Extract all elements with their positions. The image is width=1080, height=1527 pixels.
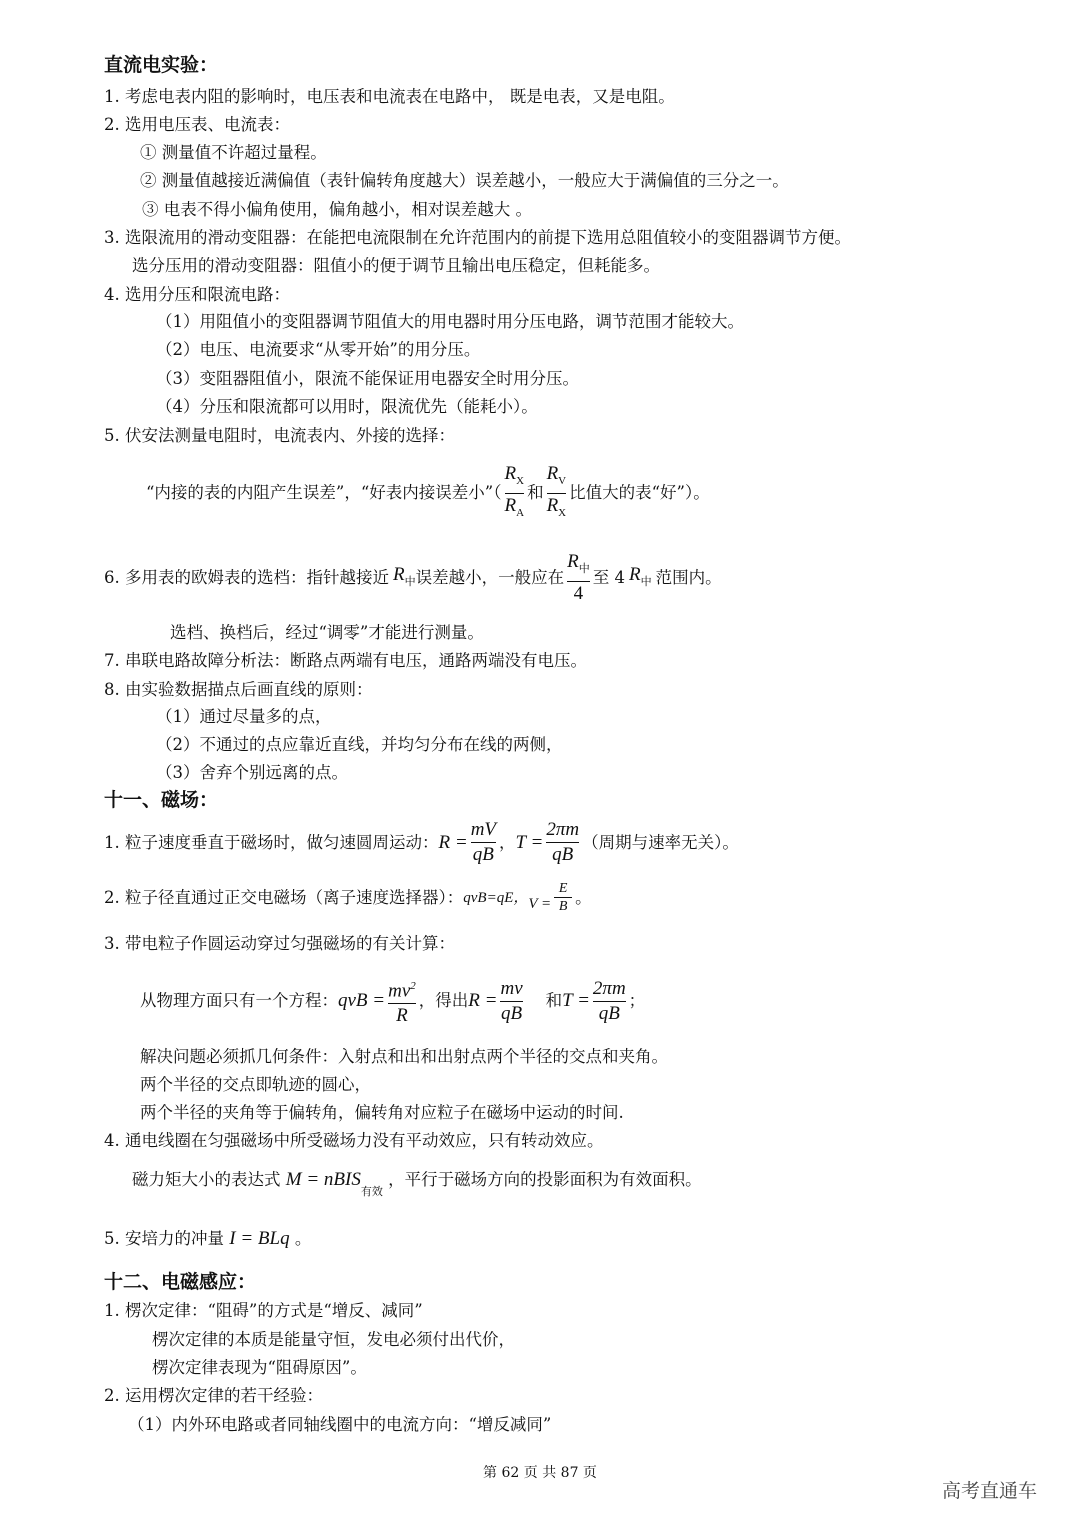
text: 和 bbox=[545, 991, 563, 1011]
text: 至 4 bbox=[592, 567, 625, 587]
fraction-2pim-qb bbox=[593, 977, 626, 1026]
var: R bbox=[628, 563, 641, 585]
dc-item-2a: ① 测量值不许超过量程。 bbox=[140, 143, 327, 162]
math: qvB=qE， bbox=[463, 889, 529, 906]
dc-item-6 bbox=[104, 550, 722, 606]
mag-item-4: 4. 通电线圈在匀强磁场中所受磁场力没有平动效应，只有转动效应。 bbox=[104, 1131, 604, 1150]
num: R bbox=[546, 463, 559, 484]
dc-item-3b: 选分压用的滑动变阻器：阻值小的便于调节且输出电压稳定，但耗能多。 bbox=[132, 256, 660, 275]
section-title-em-induction: 十二、电磁感应： bbox=[104, 1271, 257, 1293]
math: V = bbox=[528, 895, 552, 912]
sub: 中 bbox=[578, 562, 590, 575]
fraction-rv-rx bbox=[547, 462, 567, 525]
mag-item-1 bbox=[104, 818, 739, 867]
text: ，得出 bbox=[418, 991, 469, 1011]
sub: 中 bbox=[640, 575, 652, 588]
mag-item-3a bbox=[140, 974, 645, 1028]
mag-item-3: 3. 带电粒子作圆运动穿过匀强磁场的有关计算： bbox=[104, 934, 455, 953]
dc-item-5-formula bbox=[146, 462, 710, 525]
math: T = bbox=[562, 990, 590, 1012]
num: 2πm bbox=[546, 819, 580, 840]
mag-item-2 bbox=[104, 880, 592, 915]
num: mv bbox=[500, 977, 523, 999]
dc-item-4a: （1）用阻值小的变阻器调节阻值大的用电器时用分压电路，调节范围才能较大。 bbox=[156, 312, 744, 331]
sub: 中 bbox=[404, 575, 416, 588]
num: E bbox=[558, 881, 568, 896]
fraction-e-b bbox=[554, 880, 572, 915]
var: R bbox=[393, 563, 405, 585]
sub: A bbox=[516, 506, 525, 519]
fraction-mv-qb bbox=[471, 818, 496, 867]
den: qB bbox=[598, 1002, 620, 1024]
section-title-magnetic: 十一、磁场： bbox=[104, 789, 219, 811]
sub: 有效 bbox=[360, 1185, 383, 1199]
fraction-mv2-r bbox=[388, 974, 416, 1028]
text: 比值大的表“好”）。 bbox=[569, 483, 710, 503]
text: “内接的表的内阻产生误差”，“好表内接误差小”（ bbox=[146, 483, 502, 503]
text: 5. 安培力的冲量 bbox=[104, 1229, 224, 1248]
watermark: 高考直通车 bbox=[942, 1480, 1038, 1502]
den: qB bbox=[552, 844, 574, 865]
em-item-2: 2. 运用楞次定律的若干经验： bbox=[104, 1386, 323, 1405]
dc-item-2c: ③ 电表不得小偏角使用，偏角越小，相对误差越大 。 bbox=[142, 200, 532, 219]
dc-item-4: 4. 选用分压和限流电路： bbox=[104, 285, 290, 304]
dc-item-7: 7. 串联电路故障分析法：断路点两端有电压，通路两端没有电压。 bbox=[104, 651, 587, 670]
den: R bbox=[396, 1005, 408, 1027]
sup: 2 bbox=[410, 980, 416, 992]
mag-item-4a bbox=[132, 1169, 702, 1199]
math: M = nBIS bbox=[285, 1169, 361, 1190]
text: ， bbox=[499, 832, 516, 852]
dc-item-8a: （1）通过尽量多的点， bbox=[156, 707, 332, 726]
den: B bbox=[558, 899, 568, 914]
math: R = bbox=[438, 831, 468, 853]
math: I = BLq bbox=[229, 1228, 290, 1249]
dc-item-8: 8. 由实验数据描点后画直线的原则： bbox=[104, 680, 373, 699]
text: 1. 粒子速度垂直于磁场时，做匀速圆周运动： bbox=[104, 832, 439, 852]
text: 2. 粒子径直通过正交电磁场（离子速度选择器）： bbox=[104, 887, 464, 907]
section-title-dc: 直流电实验： bbox=[104, 54, 219, 76]
text: 磁力矩大小的表达式 bbox=[132, 1170, 281, 1189]
fraction-r-over-4 bbox=[567, 550, 590, 606]
dc-item-8c: （3）舍弃个别远离的点。 bbox=[156, 763, 348, 782]
page-number: 第 62 页 共 87 页 bbox=[483, 1465, 597, 1481]
mag-item-3b: 解决问题必须抓几何条件：入射点和出和出射点两个半径的交点和夹角。 bbox=[140, 1047, 668, 1066]
sub: V bbox=[558, 474, 567, 487]
dc-item-2: 2. 选用电压表、电流表： bbox=[104, 115, 290, 134]
den: R bbox=[504, 494, 517, 516]
text: 。 bbox=[294, 1229, 312, 1248]
num: 2πm bbox=[592, 977, 626, 999]
num: mV bbox=[470, 819, 497, 840]
num: R bbox=[567, 551, 579, 572]
mag-item-3c: 两个半径的交点即轨迹的圆心， bbox=[140, 1075, 371, 1094]
fraction-rx-ra bbox=[505, 462, 525, 525]
text: 和 bbox=[527, 483, 544, 503]
den: qB bbox=[472, 844, 494, 865]
dc-item-4d: （4）分压和限流都可以用时，限流优先（能耗小）。 bbox=[156, 397, 538, 416]
den: R bbox=[546, 494, 559, 516]
dc-item-8b: （2）不通过的点应靠近直线，并均匀分布在线的两侧， bbox=[156, 735, 563, 754]
text: 误差越小，一般应在 bbox=[415, 567, 565, 587]
dc-item-5: 5. 伏安法测量电阻时，电流表内、外接的选择： bbox=[104, 426, 455, 445]
dc-item-1: 1. 考虑电表内阻的影响时，电压表和电流表在电路中， 既是电表，又是电阻。 bbox=[104, 87, 675, 106]
text: 从物理方面只有一个方程： bbox=[140, 991, 338, 1011]
dc-item-2b: ② 测量值越接近满偏值（表针偏转角度越大）误差越小，一般应大于满偏值的三分之一。 bbox=[140, 171, 789, 190]
text: ； bbox=[628, 991, 646, 1011]
em-item-1b: 楞次定律表现为“阻碍原因”。 bbox=[152, 1358, 367, 1377]
text: 。 bbox=[575, 887, 592, 907]
em-item-1a: 楞次定律的本质是能量守恒，发电必须付出代价， bbox=[152, 1330, 515, 1349]
dc-item-4c: （3）变阻器阻值小，限流不能保证用电器安全时用分压。 bbox=[156, 369, 579, 388]
mag-item-3d: 两个半径的夹角等于偏转角，偏转角对应粒子在磁场中运动的时间. bbox=[140, 1103, 624, 1122]
dc-item-6b: 选档、换档后，经过“调零”才能进行测量。 bbox=[170, 623, 484, 642]
text: 范围内。 bbox=[655, 567, 722, 587]
fraction-2pim-qb bbox=[546, 818, 579, 867]
num: mv bbox=[388, 980, 411, 1002]
fraction-mv-qb bbox=[500, 977, 522, 1026]
sub: X bbox=[558, 506, 567, 519]
dc-item-4b: （2）电压、电流要求“从零开始”的用分压。 bbox=[156, 340, 481, 359]
den: 4 bbox=[573, 582, 584, 604]
math bbox=[393, 565, 416, 592]
text: （周期与速率无关）。 bbox=[582, 832, 739, 852]
math bbox=[629, 565, 652, 592]
num: R bbox=[504, 463, 517, 484]
mag-item-5 bbox=[104, 1229, 311, 1249]
den: qB bbox=[500, 1002, 523, 1024]
math: T = bbox=[515, 831, 544, 853]
dc-item-3: 3. 选限流用的滑动变阻器：在能把电流限制在允许范围内的前提下选用总阻值较小的变阻器调节方便。 bbox=[104, 228, 851, 247]
math: qvB = bbox=[338, 990, 386, 1012]
text: ，平行于磁场方向的投影面积为有效面积。 bbox=[388, 1170, 702, 1189]
sub: X bbox=[516, 474, 525, 487]
text: 6. 多用表的欧姆表的选档：指针越接近 bbox=[104, 567, 389, 587]
em-item-2a: （1）内外环电路或者同轴线圈中的电流方向：“增反减同” bbox=[128, 1415, 552, 1434]
math: R = bbox=[468, 990, 498, 1012]
em-item-1: 1. 楞次定律：“阻碍”的方式是“增反、减同” bbox=[104, 1301, 423, 1320]
